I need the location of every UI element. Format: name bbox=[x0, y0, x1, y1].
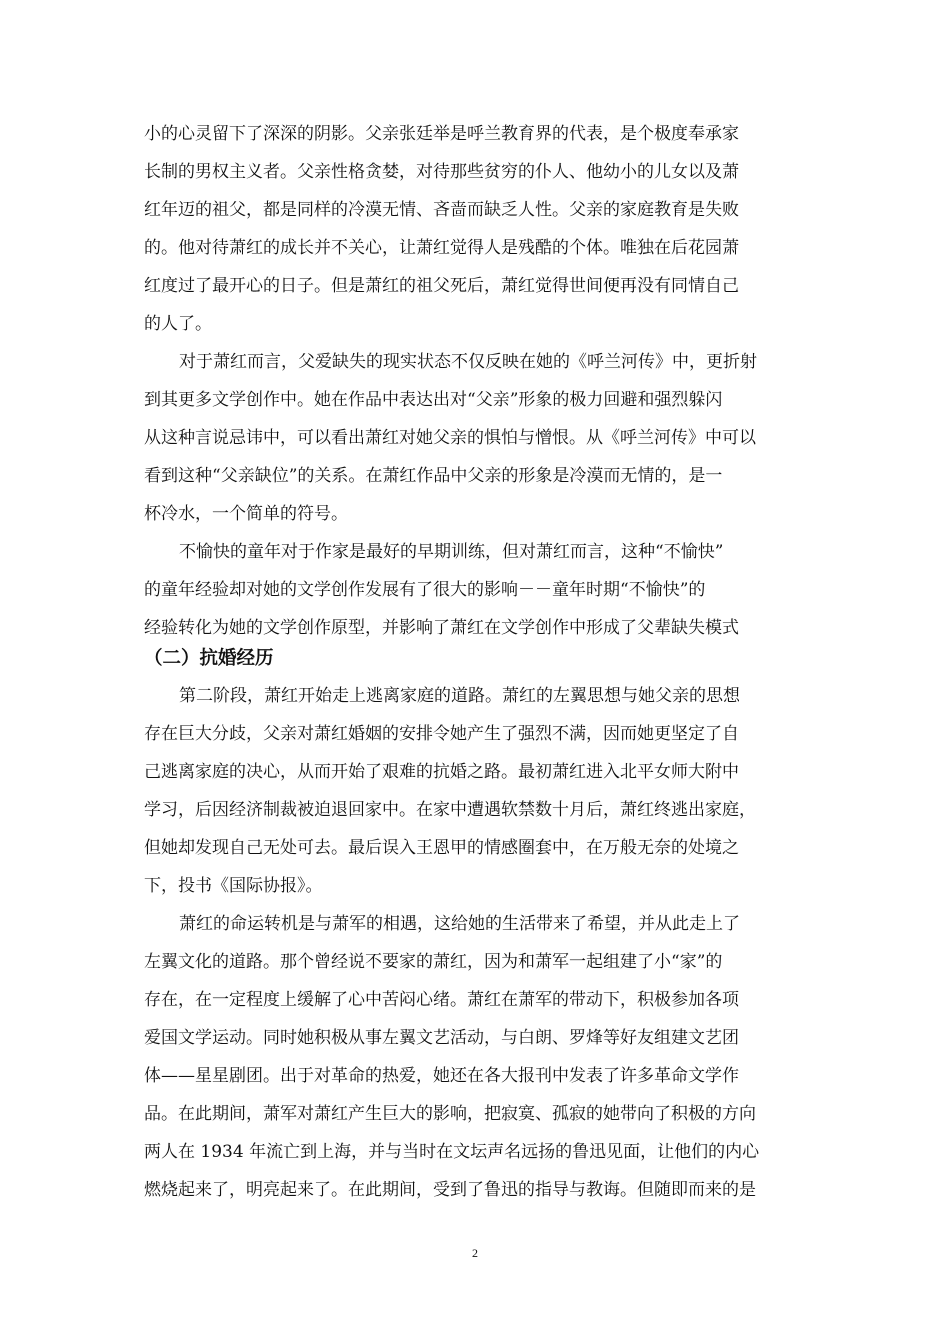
paragraph-line: 萧红的命运转机是与萧军的相遇，这给她的生活带来了希望，并从此走上了 bbox=[179, 914, 740, 934]
paragraph-line: 左翼文化的道路。那个曾经说不要家的萧红，因为和萧军一起组建了小“家”的 bbox=[144, 952, 723, 972]
paragraph-line: 经验转化为她的文学创作原型，并影响了萧红在文学创作中形成了父辈缺失模式 bbox=[144, 618, 739, 638]
paragraph-line: 的人了。 bbox=[144, 314, 212, 334]
paragraph-line: 品。在此期间，萧军对萧红产生巨大的影响，把寂寞、孤寂的她带向了积极的方向 bbox=[144, 1104, 756, 1124]
paragraph-line: 第二阶段，萧红开始走上逃离家庭的道路。萧红的左翼思想与她父亲的思想 bbox=[179, 686, 740, 706]
paragraph-line: 小的心灵留下了深深的阴影。父亲张廷举是呼兰教育界的代表，是个极度奉承家 bbox=[144, 124, 739, 144]
page-number: 2 bbox=[472, 1246, 478, 1260]
paragraph-line: 看到这种“父亲缺位”的关系。在萧红作品中父亲的形象是冷漠而无情的，是一 bbox=[144, 466, 723, 486]
paragraph-line: 杯冷水，一个简单的符号。 bbox=[144, 504, 348, 524]
paragraph-line: 两人在 1934 年流亡到上海，并与当时在文坛声名远扬的鲁迅见面，让他们的内心 bbox=[144, 1142, 760, 1162]
paragraph-line: 但她却发现自己无处可去。最后误入王恩甲的情感圈套中，在万般无奈的处境之 bbox=[144, 838, 739, 858]
paragraph-line: 学习，后因经济制裁被迫退回家中。在家中遭遇软禁数十月后，萧红终逃出家庭， bbox=[144, 800, 756, 820]
paragraph-line: 己逃离家庭的决心，从而开始了艰难的抗婚之路。最初萧红进入北平女师大附中 bbox=[144, 762, 739, 782]
paragraph-line: 的。他对待萧红的成长并不关心，让萧红觉得人是残酷的个体。唯独在后花园萧 bbox=[144, 238, 739, 258]
paragraph-line: 体——星星剧团。出于对革命的热爱，她还在各大报刊中发表了许多革命文学作 bbox=[144, 1066, 739, 1086]
paragraph-line: 下，投书《国际协报》。 bbox=[144, 876, 323, 896]
paragraph-line: 到其更多文学创作中。她在作品中表达出对“父亲”形象的极力回避和强烈躲闪 bbox=[144, 390, 723, 410]
paragraph-line: 存在，在一定程度上缓解了心中苦闷心绪。萧红在萧军的带动下，积极参加各项 bbox=[144, 990, 739, 1010]
paragraph-line: 对于萧红而言，父爱缺失的现实状态不仅反映在她的《呼兰河传》中，更折射 bbox=[179, 352, 757, 372]
paragraph-line: 红度过了最开心的日子。但是萧红的祖父死后，萧红觉得世间便再没有同情自己 bbox=[144, 276, 739, 296]
paragraph-line: 长制的男权主义者。父亲性格贪婪，对待那些贫穷的仆人、他幼小的儿女以及萧 bbox=[144, 162, 739, 182]
paragraph-line: 燃烧起来了，明亮起来了。在此期间，受到了鲁迅的指导与教诲。但随即而来的是 bbox=[144, 1180, 756, 1200]
paragraph-line: 红年迈的祖父，都是同样的冷漠无情、吝啬而缺乏人性。父亲的家庭教育是失败 bbox=[144, 200, 739, 220]
paragraph-line: 不愉快的童年对于作家是最好的早期训练，但对萧红而言，这种“不愉快” bbox=[179, 542, 724, 562]
paragraph-line: 的童年经验却对她的文学创作发展有了很大的影响－－童年时期“不愉快”的 bbox=[144, 580, 706, 600]
paragraph-line: 爱国文学运动。同时她积极从事左翼文艺活动，与白朗、罗烽等好友组建文艺团 bbox=[144, 1028, 739, 1048]
paragraph-line: 从这种言说忌讳中，可以看出萧红对她父亲的惧怕与憎恨。从《呼兰河传》中可以 bbox=[144, 428, 756, 448]
section-heading: （二）抗婚经历 bbox=[144, 648, 274, 669]
paragraph-line: 存在巨大分歧，父亲对萧红婚姻的安排令她产生了强烈不满，因而她更坚定了自 bbox=[144, 724, 739, 744]
